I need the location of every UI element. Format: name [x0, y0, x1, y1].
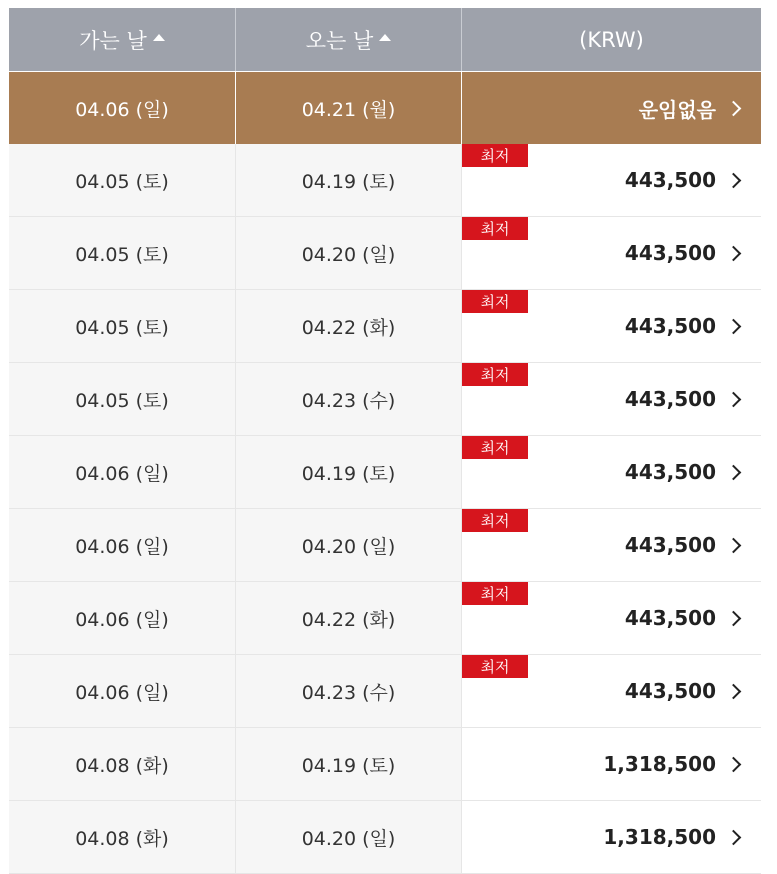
- chevron-right-icon: [726, 829, 742, 845]
- selected-fare-row[interactable]: [9, 71, 761, 144]
- fare-row[interactable]: [9, 582, 761, 655]
- fare-row[interactable]: [9, 144, 761, 217]
- return-date: 04.19 (토): [235, 144, 461, 217]
- fare-row[interactable]: [9, 290, 761, 363]
- return-date: 04.20 (일): [235, 801, 461, 874]
- chevron-right-icon: [726, 464, 742, 480]
- return-date: 04.21 (월): [235, 71, 461, 144]
- fare-price: 443,500: [624, 606, 716, 630]
- chevron-right-icon: [726, 318, 742, 334]
- chevron-right-icon: [726, 100, 742, 116]
- depart-date-header-label: 가는 날: [79, 28, 147, 53]
- fare-row[interactable]: [9, 363, 761, 436]
- fare-row[interactable]: [9, 655, 761, 728]
- depart-date: 04.06 (일): [9, 509, 235, 582]
- lowest-price-badge: 최저: [462, 509, 528, 532]
- fare-price: 443,500: [624, 314, 716, 338]
- depart-date: 04.05 (토): [9, 290, 235, 363]
- return-date: 04.23 (수): [235, 363, 461, 436]
- chevron-right-icon: [726, 756, 742, 772]
- lowest-price-badge: 최저: [462, 655, 528, 678]
- lowest-price-badge: 최저: [462, 363, 528, 386]
- chevron-right-icon: [726, 610, 742, 626]
- fare-price: 443,500: [624, 460, 716, 484]
- return-date: 04.19 (토): [235, 436, 461, 509]
- chevron-right-icon: [726, 245, 742, 261]
- fare-row[interactable]: [9, 801, 761, 874]
- price-header: [461, 8, 761, 71]
- fare-calendar-table: [9, 8, 761, 874]
- fare-row[interactable]: [9, 436, 761, 509]
- price-header-label: (KRW): [579, 27, 644, 52]
- depart-date: 04.06 (일): [9, 71, 235, 144]
- sort-up-icon: [379, 34, 391, 41]
- lowest-price-badge: 최저: [462, 290, 528, 313]
- price-cell[interactable]: [461, 655, 761, 728]
- sort-up-icon: [153, 34, 165, 41]
- depart-date: 04.08 (화): [9, 801, 235, 874]
- price-cell[interactable]: [461, 436, 761, 509]
- return-date: 04.22 (화): [235, 290, 461, 363]
- sort-depart-date-header[interactable]: [9, 8, 235, 71]
- fare-price: 1,318,500: [603, 752, 716, 776]
- depart-date: 04.05 (토): [9, 217, 235, 290]
- table-header: [9, 8, 761, 71]
- price-cell[interactable]: [461, 363, 761, 436]
- return-date: 04.20 (일): [235, 509, 461, 582]
- depart-date: 04.06 (일): [9, 582, 235, 655]
- depart-date: 04.06 (일): [9, 655, 235, 728]
- price-cell[interactable]: [461, 728, 761, 801]
- fare-price: 443,500: [624, 679, 716, 703]
- price-cell[interactable]: [461, 509, 761, 582]
- price-cell[interactable]: [461, 217, 761, 290]
- lowest-price-badge: 최저: [462, 436, 528, 459]
- price-cell[interactable]: [461, 290, 761, 363]
- price-cell[interactable]: [461, 801, 761, 874]
- depart-date: 04.08 (화): [9, 728, 235, 801]
- chevron-right-icon: [726, 537, 742, 553]
- fare-price: 443,500: [624, 387, 716, 411]
- fare-price: 443,500: [624, 241, 716, 265]
- depart-date: 04.06 (일): [9, 436, 235, 509]
- chevron-right-icon: [726, 172, 742, 188]
- return-date: 04.20 (일): [235, 217, 461, 290]
- fare-price: 운임없음: [638, 97, 716, 122]
- return-date: 04.19 (토): [235, 728, 461, 801]
- fare-rows: [9, 144, 761, 874]
- price-cell[interactable]: [461, 582, 761, 655]
- fare-row[interactable]: [9, 509, 761, 582]
- fare-price: 1,318,500: [603, 825, 716, 849]
- chevron-right-icon: [726, 391, 742, 407]
- fare-price: 443,500: [624, 533, 716, 557]
- price-cell[interactable]: [461, 71, 761, 144]
- lowest-price-badge: 최저: [462, 144, 528, 167]
- sort-return-date-header[interactable]: [235, 8, 461, 71]
- depart-date: 04.05 (토): [9, 144, 235, 217]
- return-date-header-label: 오는 날: [305, 28, 374, 53]
- fare-row[interactable]: [9, 728, 761, 801]
- lowest-price-badge: 최저: [462, 582, 528, 605]
- fare-row[interactable]: [9, 217, 761, 290]
- chevron-right-icon: [726, 683, 742, 699]
- fare-price: 443,500: [624, 168, 716, 192]
- depart-date: 04.05 (토): [9, 363, 235, 436]
- price-cell[interactable]: [461, 144, 761, 217]
- return-date: 04.23 (수): [235, 655, 461, 728]
- return-date: 04.22 (화): [235, 582, 461, 655]
- lowest-price-badge: 최저: [462, 217, 528, 240]
